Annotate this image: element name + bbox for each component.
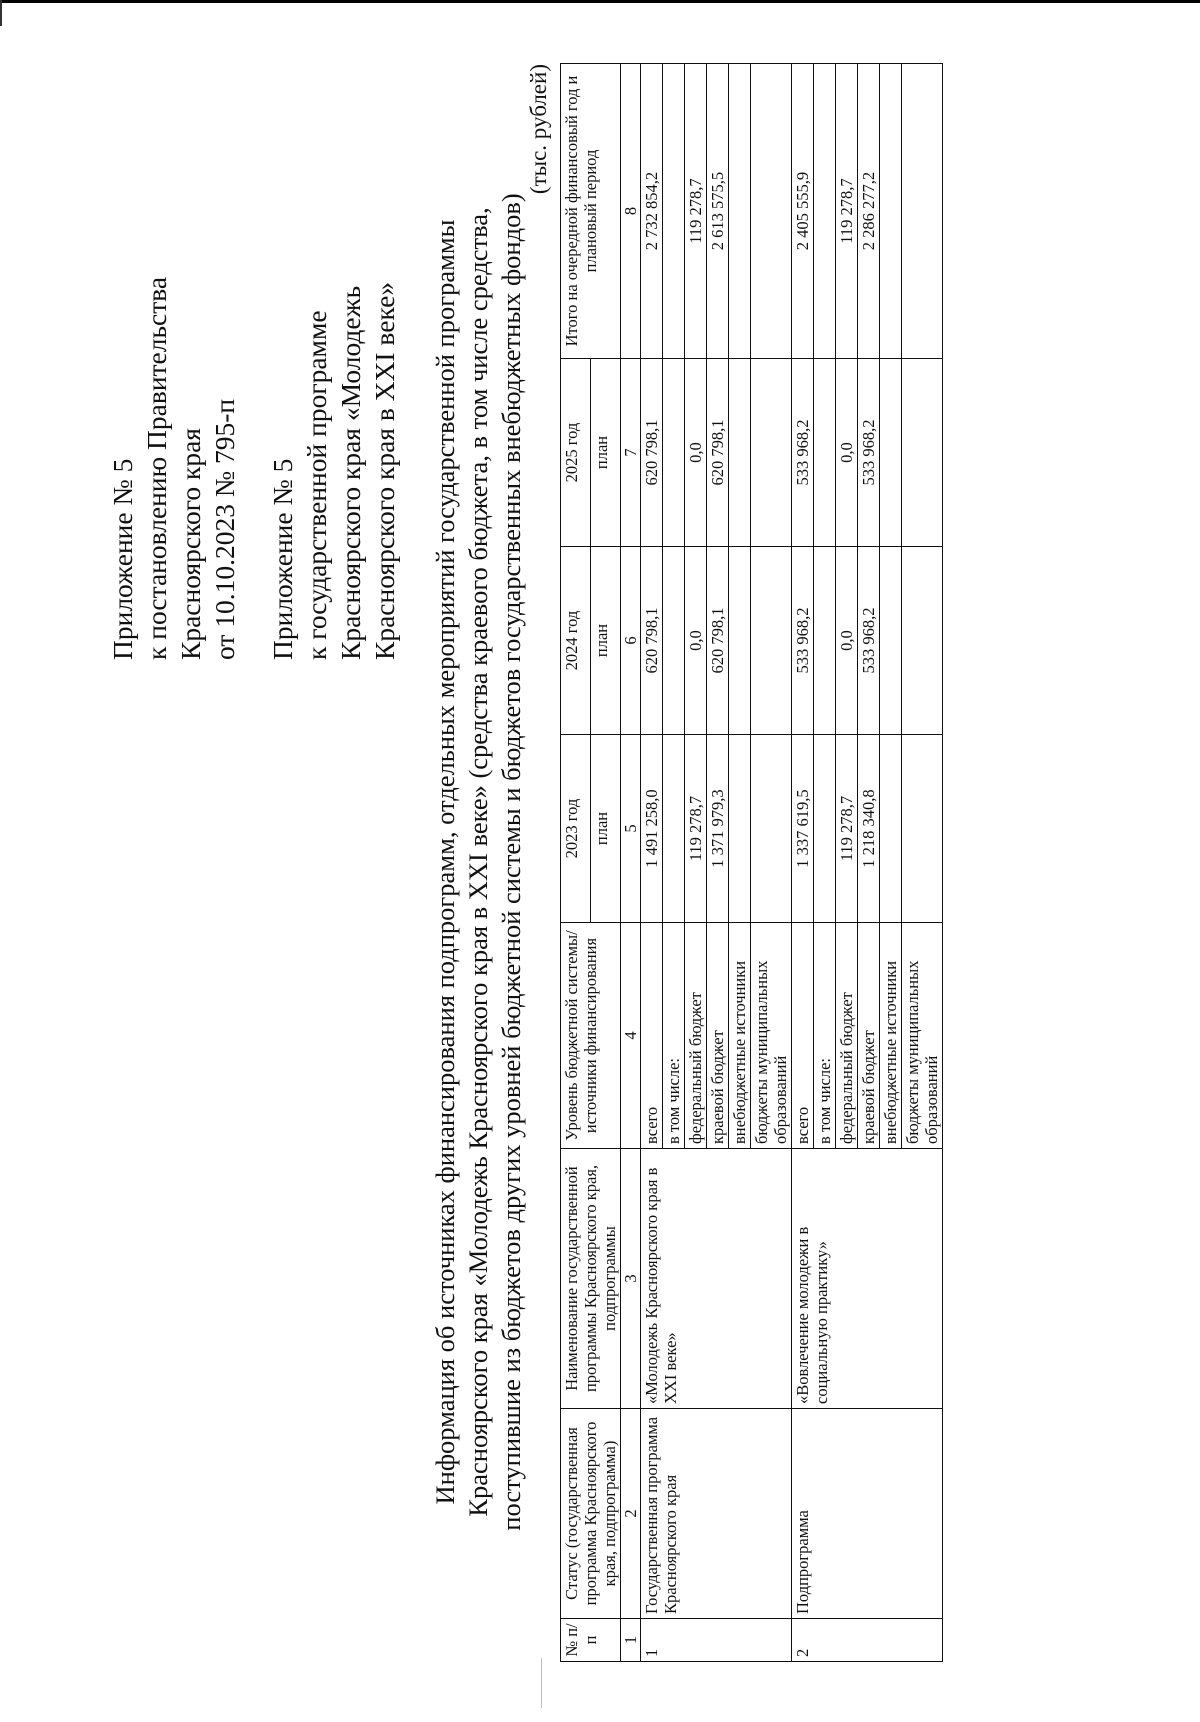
value-total: 2 613 575,5 bbox=[707, 64, 729, 359]
value-2024: 533 968,2 bbox=[858, 547, 880, 735]
row-source: краевой бюджет bbox=[707, 923, 729, 1149]
value-2024: 0,0 bbox=[836, 547, 858, 735]
row-source: федеральный бюджет bbox=[836, 923, 858, 1149]
value-2024: 533 968,2 bbox=[792, 547, 814, 735]
header-plan: план bbox=[591, 547, 621, 735]
value-2023: 119 278,7 bbox=[685, 735, 707, 923]
column-number: 5 bbox=[621, 735, 641, 923]
column-number: 4 bbox=[621, 923, 641, 1149]
row-source: бюджеты муниципальных образований bbox=[902, 923, 943, 1149]
value-2023: 1 491 258,0 bbox=[641, 735, 663, 923]
row-program-name: «Молодежь Красноярского края в XXI веке» bbox=[641, 1149, 792, 1409]
value-2025 bbox=[663, 359, 685, 547]
value-2025 bbox=[751, 359, 792, 547]
table-row bbox=[792, 64, 814, 1662]
scan-top-border bbox=[0, 0, 1200, 3]
header-year-2023: 2023 год bbox=[561, 735, 591, 923]
value-total: 119 278,7 bbox=[685, 64, 707, 359]
row-number: 2 bbox=[792, 1619, 943, 1662]
value-2025: 620 798,1 bbox=[707, 359, 729, 547]
column-number: 1 bbox=[621, 1619, 641, 1662]
value-total bbox=[729, 64, 751, 359]
column-number: 3 bbox=[621, 1149, 641, 1409]
column-number: 2 bbox=[621, 1409, 641, 1619]
value-2023: 1 337 619,5 bbox=[792, 735, 814, 923]
value-2025: 0,0 bbox=[685, 359, 707, 547]
value-2025: 620 798,1 bbox=[641, 359, 663, 547]
appendix-resolution-line: Приложение № 5 bbox=[107, 458, 138, 660]
header-status: Статус (государственная программа Красноярского края, подпрограмма) bbox=[561, 1409, 621, 1619]
appendix-program-line: к государственной программе bbox=[301, 310, 332, 660]
row-source: всего bbox=[641, 923, 663, 1149]
value-total bbox=[751, 64, 792, 359]
row-status: Подпрограмма bbox=[792, 1409, 943, 1619]
value-2025 bbox=[814, 359, 836, 547]
value-2024: 0,0 bbox=[685, 547, 707, 735]
value-total bbox=[880, 64, 902, 359]
header-num: № п/п bbox=[561, 1619, 621, 1662]
row-source: федеральный бюджет bbox=[685, 923, 707, 1149]
appendix-program-line: Красноярского края «Молодежь bbox=[335, 285, 366, 660]
document-title-line: Красноярского края «Молодежь Красноярского края в XXI веке» (средства краевого бюджета, в том числе средства, bbox=[463, 207, 493, 1517]
scan-left-mark bbox=[0, 0, 2, 26]
row-source: внебюджетные источники bbox=[729, 923, 751, 1149]
unit-label: (тыс. рублей) bbox=[526, 64, 551, 195]
value-2024 bbox=[902, 547, 943, 735]
appendix-resolution-line: от 10.10.2023 № 795-п bbox=[209, 398, 240, 660]
document-title bbox=[429, 62, 528, 1662]
value-total bbox=[663, 64, 685, 359]
appendix-resolution-line: Красноярского края bbox=[175, 428, 206, 660]
header-level: Уровень бюджетной системы/источники финансирования bbox=[561, 923, 621, 1149]
scan-smudge bbox=[541, 1658, 542, 1708]
table-row bbox=[641, 64, 663, 1662]
value-2025: 533 968,2 bbox=[858, 359, 880, 547]
column-number: 8 bbox=[621, 64, 641, 359]
value-2025 bbox=[729, 359, 751, 547]
value-2024 bbox=[663, 547, 685, 735]
header-plan: план bbox=[591, 735, 621, 923]
value-2024: 620 798,1 bbox=[707, 547, 729, 735]
value-2025 bbox=[880, 359, 902, 547]
row-source: бюджеты муниципальных образований bbox=[751, 923, 792, 1149]
row-source: всего bbox=[792, 923, 814, 1149]
value-2023 bbox=[880, 735, 902, 923]
value-2023 bbox=[814, 735, 836, 923]
document-title-line: поступившие из бюджетов других уровней бюджетной системы и бюджетов государственных внебюджетных фондов) bbox=[496, 193, 526, 1531]
row-source: краевой бюджет bbox=[858, 923, 880, 1149]
rotated-page-content bbox=[106, 62, 1166, 1662]
header-plan: план bbox=[591, 359, 621, 547]
value-total: 2 286 277,2 bbox=[858, 64, 880, 359]
document-title-line: Информация об источниках финансирования подпрограмм, отдельных мероприятий государственной программы bbox=[430, 219, 460, 1505]
financing-table bbox=[560, 63, 943, 1662]
value-2024 bbox=[751, 547, 792, 735]
value-2023: 119 278,7 bbox=[836, 735, 858, 923]
value-total bbox=[902, 64, 943, 359]
appendix-program-line: Красноярского края в XXI веке» bbox=[369, 281, 400, 660]
column-number: 7 bbox=[621, 359, 641, 547]
value-2023: 1 371 979,3 bbox=[707, 735, 729, 923]
value-2024 bbox=[729, 547, 751, 735]
value-2024: 620 798,1 bbox=[641, 547, 663, 735]
row-source: в том числе: bbox=[814, 923, 836, 1149]
appendix-resolution-line: к постановлению Правительства bbox=[141, 276, 172, 660]
value-2023 bbox=[751, 735, 792, 923]
value-2024 bbox=[880, 547, 902, 735]
header-year-2025: 2025 год bbox=[561, 359, 591, 547]
header-year-2024: 2024 год bbox=[561, 547, 591, 735]
row-program-name: «Вовлечение молодежи в социальную практику» bbox=[792, 1149, 943, 1409]
value-2025 bbox=[902, 359, 943, 547]
appendix-program bbox=[266, 282, 402, 660]
appendix-resolution bbox=[106, 277, 242, 660]
value-2023: 1 218 340,8 bbox=[858, 735, 880, 923]
value-2023 bbox=[729, 735, 751, 923]
appendix-program-line: Приложение № 5 bbox=[267, 458, 298, 660]
value-total: 2 405 555,9 bbox=[792, 64, 814, 359]
value-2025: 0,0 bbox=[836, 359, 858, 547]
value-total bbox=[814, 64, 836, 359]
value-total: 2 732 854,2 bbox=[641, 64, 663, 359]
value-2023 bbox=[663, 735, 685, 923]
row-status: Государственная программа Красноярского края bbox=[641, 1409, 792, 1619]
row-source: внебюджетные источники bbox=[880, 923, 902, 1149]
value-total: 119 278,7 bbox=[836, 64, 858, 359]
value-2025: 533 968,2 bbox=[792, 359, 814, 547]
value-2023 bbox=[902, 735, 943, 923]
row-number: 1 bbox=[641, 1619, 792, 1662]
row-source: в том числе: bbox=[663, 923, 685, 1149]
header-total: Итого на очередной финансовый год и плановый период bbox=[561, 64, 621, 359]
value-2024 bbox=[814, 547, 836, 735]
column-number: 6 bbox=[621, 547, 641, 735]
header-name: Наименование государственной программы Красноярского края, подпрограммы bbox=[561, 1149, 621, 1409]
